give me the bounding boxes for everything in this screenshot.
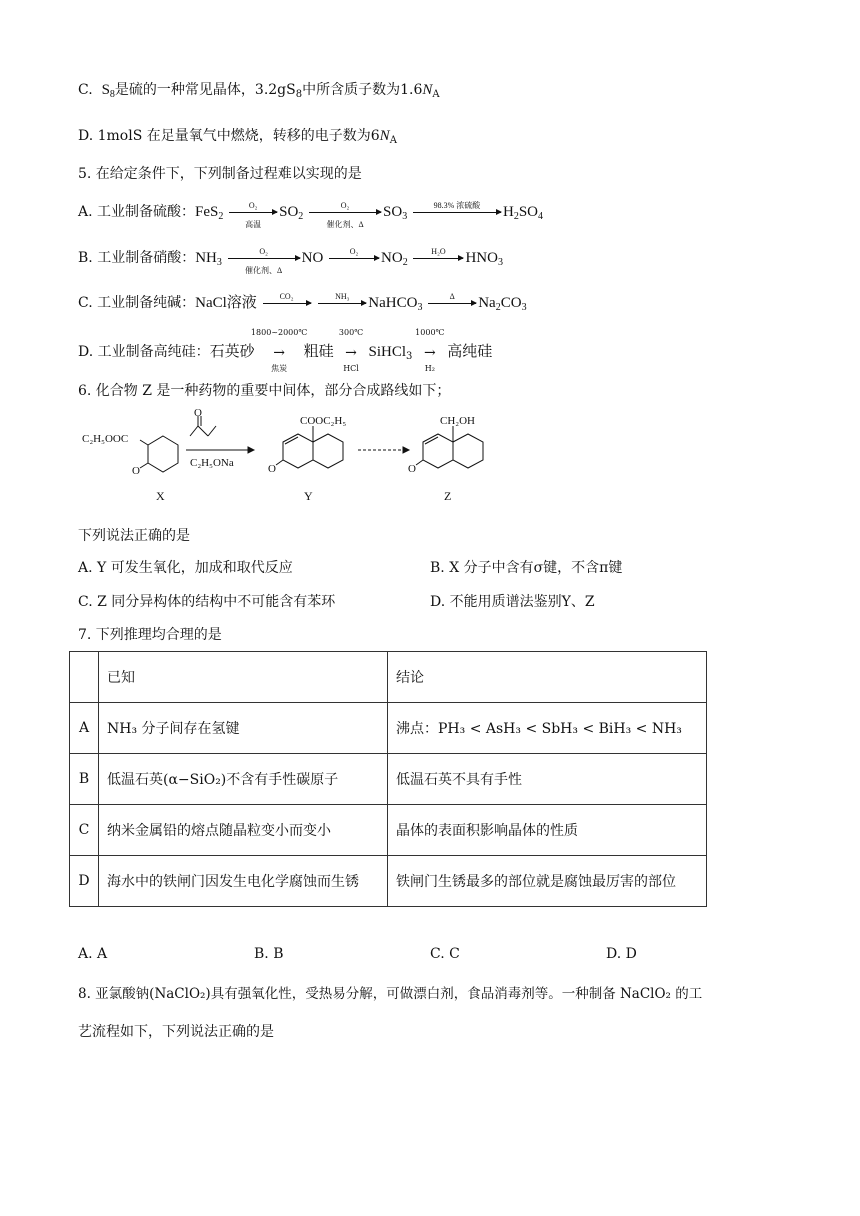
- svg-text:O: O: [268, 463, 276, 475]
- table-cell: A: [70, 703, 99, 754]
- svg-text:Y: Y: [304, 489, 313, 503]
- q6-option-c: C. Z 同分异构体的结构中不可能含有苯环: [78, 594, 336, 610]
- q4-option-d: D. 1molS 在足量氧气中燃烧，转移的电子数为$6N_A$: [78, 128, 397, 146]
- table-cell: NH₃ 分子间存在氢键: [99, 703, 388, 754]
- svg-text:C₂H₅OOC: C₂H₅OOC: [82, 433, 129, 445]
- q5-option-d: D. 工业制备高纯硅：石英砂 1800~2000℃ → 焦炭 粗硅 300℃ → HCl SiHCl$_3$ 1000℃ → H₂ 高纯硅: [78, 328, 493, 373]
- q7-table: [69, 651, 707, 907]
- svg-text:CH₂OH: CH₂OH: [440, 415, 476, 427]
- q7-answer-d: D. D: [606, 946, 637, 962]
- table-cell: 低温石英不具有手性: [388, 754, 707, 805]
- table-cell: 已知: [99, 652, 388, 703]
- table-cell: 结论: [388, 652, 707, 703]
- svg-text:C₂H₅ONa: C₂H₅ONa: [190, 457, 234, 469]
- q6-option-b: B. X 分子中含有σ键，不含π键: [430, 560, 623, 576]
- table-row: [70, 754, 707, 805]
- table-row: [70, 805, 707, 856]
- svg-text:Z: Z: [444, 489, 452, 503]
- q8-line2: 艺流程如下，下列说法正确的是: [78, 1024, 274, 1040]
- q7-answer-c: C. C: [430, 946, 460, 962]
- table-cell: 海水中的铁闸门因发生电化学腐蚀而生锈: [99, 856, 388, 907]
- svg-text:COOC₂H₅: COOC₂H₅: [300, 415, 347, 427]
- q5-stem: 5. 在给定条件下，下列制备过程难以实现的是: [78, 166, 362, 182]
- q6-synthesis-scheme: [78, 408, 518, 508]
- table-cell: 晶体的表面积影响晶体的性质: [388, 805, 707, 856]
- svg-text:O: O: [408, 463, 416, 475]
- svg-text:O: O: [194, 408, 202, 419]
- z-ring-right: [453, 434, 483, 468]
- table-cell: [70, 652, 99, 703]
- y-ring-right: [313, 434, 343, 468]
- q5-option-b: B. 工业制备硝酸：$NH_3$ O₂ 催化剂、Δ NO O₂ $NO_2$ H₂O $HNO_3$: [78, 247, 503, 276]
- svg-text:O: O: [132, 465, 140, 477]
- z-ring-left: [423, 434, 453, 468]
- table-cell: B: [70, 754, 99, 805]
- table-cell: C: [70, 805, 99, 856]
- q6-option-a: A. Y 可发生氧化，加成和取代反应: [78, 560, 293, 576]
- q6-option-d: D. 不能用质谱法鉴别Y、Z: [430, 594, 595, 610]
- q5-option-a: A. 工业制备硫酸：FeS$_2$ O₂ 高温 $SO_2$ O₂ 催化剂、Δ $SO_3$ 98.3% 浓硫酸 $H_2SO_4$: [78, 201, 544, 230]
- table-cell: 低温石英(α−SiO₂)不含有手性碳原子: [99, 754, 388, 805]
- table-cell: 纳米金属铅的熔点随晶粒变小而变小: [99, 805, 388, 856]
- q6-question: 下列说法正确的是: [78, 528, 190, 544]
- q6-stem: 6. 化合物 Z 是一种药物的重要中间体，部分合成路线如下；: [78, 383, 451, 399]
- table-cell: 铁闸门生锈最多的部位就是腐蚀最厉害的部位: [388, 856, 707, 907]
- q7-answer-b: B. B: [254, 946, 284, 962]
- svg-text:X: X: [156, 489, 165, 503]
- y-ring-left: [283, 434, 313, 468]
- q7-stem: 7. 下列推理均合理的是: [78, 627, 222, 643]
- table-row: [70, 703, 707, 754]
- table-row: [70, 856, 707, 907]
- x-ring: [148, 436, 178, 472]
- table-cell: D: [70, 856, 99, 907]
- q7-answer-a: A. A: [78, 946, 108, 962]
- q5-option-c: C. 工业制备纯碱：NaCl溶液 CO₂ NH₃ NaHCO$_3$ Δ $Na_2CO_3$: [78, 292, 527, 313]
- q8-line1: 8. 亚氯酸钠(NaClO₂)具有强氧化性，受热易分解，可做漂白剂，食品消毒剂等。一种制备 NaClO₂ 的工: [78, 986, 703, 1002]
- table-cell: 沸点：PH₃ < AsH₃ < SbH₃ < BiH₃ < NH₃: [388, 703, 707, 754]
- table-header-row: [70, 652, 707, 703]
- q4-option-c: C. $S_8$是硫的一种常见晶体，$3.2gS_8$中所含质子数为$1.6N_A$: [78, 82, 440, 100]
